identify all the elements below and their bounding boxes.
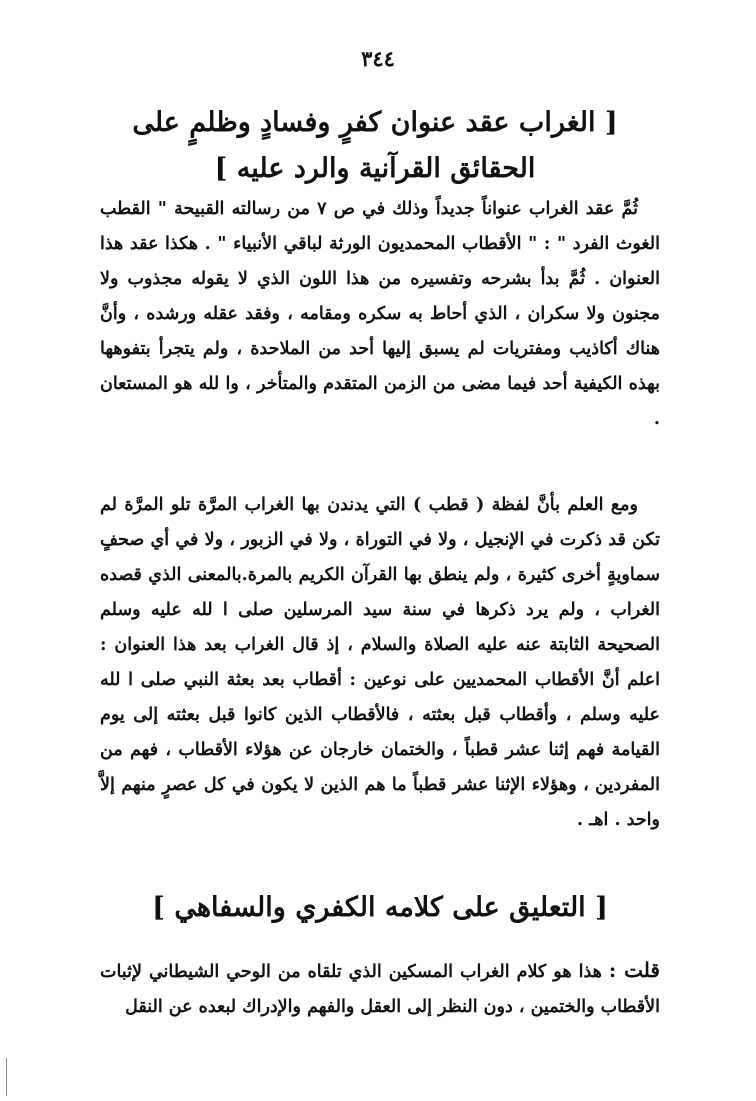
- paragraph-2: [100, 488, 660, 838]
- section-heading-1: [ الغراب عقد عنوان كفرٍ وفسادٍ وظلمٍ على الحقائق القرآنية والرد عليه ]: [132, 107, 618, 184]
- paragraph-1: [100, 192, 660, 437]
- paragraph-3-lead: قلت :: [608, 958, 660, 982]
- page-number: ٣٤٤: [361, 46, 395, 71]
- scan-margin-line: [6, 1058, 7, 1096]
- paragraph-2-text: ومع العلم بأنَّ لفظة ( قطب ) التي يدندن بها الغراب المرَّة تلو المرَّة لم تكن قد ذكرت في الإنجيل ، ولا في التوراة ، ولا في الزبور ، ولا في أي صحفٍ سماويةٍ أخرى كثيرة ، ولم ينطق بها القرآن الكريم بالمرة.بالمعنى الذي قصده الغراب ، ولم يرد ذكرها في سنة سيد المرسلين صلى ا لله عليه وسلم الصحيحة الثابتة عنه عليه الصلاة والسلام ، إذ قال الغراب بعد هذا العنوان : اعلم أنَّ الأقطاب المحمديين على نوعين : أقطاب بعد بعثة النبي صلى ا لله عليه وسلم ، وأقطاب قبل بعثته ، فالأقطاب الذين كانوا قبل بعثته إلى يوم القيامة فهم إثنا عشر قطباً ، والختمان خارجان عن هؤلاء الأقطاب ، فهم من المفردين ، وهؤلاء الإثنا عشر قطباً ما هم الذين لا يكون في كل عصرٍ منهم إلاَّ واحد . اهـ .: [100, 495, 660, 830]
- section-heading-2: [ التعليق على كلامه الكفري والسفاهي ]: [152, 892, 608, 923]
- paragraph-1-text: ثُمَّ عقد الغراب عنواناً جديداً وذلك في ص ٧ من رسالته القبيحة " القطب الغوث الفرد " : " الأقطاب المحمديون الورثة لباقي الأنبياء " . هكذا عقد هذا العنوان . ثُمَّ بدأ بشرحه وتفسيره من هذا اللون الذي لا يقوله مجذوب ولا مجنون ولا سكران ، الذي أحاط به سكره ومقامه ، وفقد عقله ورشده ، وأنَّ هناك أكاذيب ومفتريات لم يسبق إليها أحد من الملاحدة ، ولم يتجرأ بتفوهها بهذه الكيفية أحد فيما مضى من الزمن المتقدم والمتأخر ، وا لله هو المستعان .: [100, 199, 660, 429]
- paragraph-3-text: هذا هو كلام الغراب المسكين الذي تلقاه من الوحي الشيطاني لإثبات الأقطاب والختمين ، دون النظر إلى العقل والفهم والإدراك لبعده عن النقل: [100, 962, 660, 1017]
- paragraph-3: [100, 953, 660, 1025]
- paragraph-3-wrapper: [100, 953, 660, 1025]
